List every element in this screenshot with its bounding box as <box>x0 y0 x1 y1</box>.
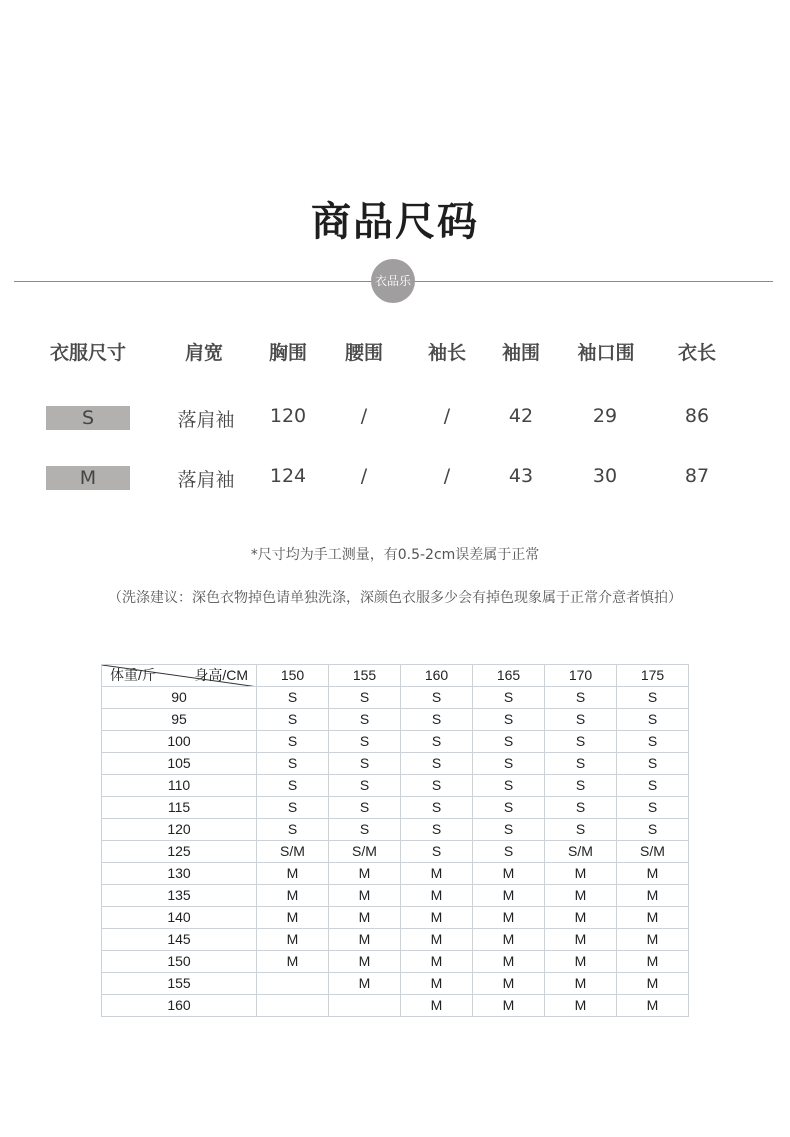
table-corner-cell <box>102 665 257 687</box>
height-axis-label: 身高/CM <box>194 667 248 683</box>
table-row <box>102 907 689 929</box>
size-cell: M <box>257 907 329 929</box>
height-header-cell: 150 <box>257 665 329 687</box>
size-cell: M <box>545 995 617 1017</box>
size-cell: S <box>329 709 401 731</box>
size-cell: S/M <box>545 841 617 863</box>
size-cell: M <box>473 907 545 929</box>
size-header-shoulder: 肩宽 <box>184 342 224 364</box>
height-header-cell: 155 <box>329 665 401 687</box>
size-cell: S <box>473 797 545 819</box>
table-row <box>102 775 689 797</box>
washing-note: （洗涤建议：深色衣物掉色请单独洗涤，深颜色衣服多少会有掉色现象属于正常介意者慎拍） <box>108 590 682 606</box>
size-cell: S <box>473 753 545 775</box>
table-row <box>102 731 689 753</box>
size-cell: S <box>617 709 689 731</box>
size-cell: S/M <box>257 841 329 863</box>
size-cell: M <box>401 995 473 1017</box>
size-cell: S <box>401 753 473 775</box>
size-cell: M <box>329 951 401 973</box>
size-cell: M <box>473 863 545 885</box>
size-header-sleeve-length: 袖长 <box>427 342 467 364</box>
size-cell: S <box>401 841 473 863</box>
size-header-waist: 腰围 <box>344 342 384 364</box>
weight-axis-label: 体重/斤 <box>110 667 156 683</box>
size-header-sleeve-width: 袖围 <box>501 342 541 364</box>
size-cell: S <box>545 797 617 819</box>
size-m-length: 87 <box>684 465 710 487</box>
size-cell: M <box>401 863 473 885</box>
size-cell: M <box>473 995 545 1017</box>
size-cell: S <box>473 775 545 797</box>
size-recommendation-table <box>101 664 689 1017</box>
size-cell <box>329 995 401 1017</box>
size-cell: M <box>257 885 329 907</box>
height-header-row <box>102 665 689 687</box>
size-header-size: 衣服尺寸 <box>49 342 127 364</box>
table-row <box>102 753 689 775</box>
size-cell: S <box>545 753 617 775</box>
table-row <box>102 951 689 973</box>
size-cell: S <box>329 687 401 709</box>
size-cell: S <box>329 819 401 841</box>
size-cell: S <box>257 775 329 797</box>
size-cell: M <box>617 863 689 885</box>
size-cell: S <box>401 687 473 709</box>
size-s-shoulder: 落肩袖 <box>177 409 235 431</box>
weight-cell: 155 <box>102 973 257 995</box>
size-cell: M <box>473 929 545 951</box>
size-cell: S <box>329 797 401 819</box>
weight-cell: 100 <box>102 731 257 753</box>
weight-cell: 150 <box>102 951 257 973</box>
weight-cell: 95 <box>102 709 257 731</box>
size-cell: M <box>401 885 473 907</box>
size-cell: M <box>329 885 401 907</box>
size-cell: M <box>329 929 401 951</box>
table-row <box>102 929 689 951</box>
size-cell: M <box>257 951 329 973</box>
size-cell: S <box>401 797 473 819</box>
size-cell: M <box>545 885 617 907</box>
size-m-cuff: 30 <box>592 465 618 487</box>
size-cell: S <box>617 687 689 709</box>
size-cell: S <box>617 731 689 753</box>
size-cell: M <box>545 951 617 973</box>
size-m-waist: / <box>360 465 368 487</box>
size-recommendation-body <box>102 665 689 1017</box>
size-cell: S <box>329 731 401 753</box>
size-cell: S <box>545 731 617 753</box>
size-cell: S <box>617 775 689 797</box>
weight-cell: 145 <box>102 929 257 951</box>
size-s-cuff: 29 <box>592 405 618 427</box>
size-m-chest: 124 <box>269 465 307 487</box>
size-cell: S <box>257 797 329 819</box>
size-badge-s: S <box>46 406 130 430</box>
size-cell: S <box>401 819 473 841</box>
size-cell: M <box>617 995 689 1017</box>
size-cell: S <box>257 709 329 731</box>
size-cell: M <box>617 907 689 929</box>
size-cell: M <box>401 973 473 995</box>
size-cell: S <box>473 819 545 841</box>
size-cell: M <box>473 951 545 973</box>
size-cell: S <box>545 819 617 841</box>
weight-cell: 120 <box>102 819 257 841</box>
size-m-sleeve-width: 43 <box>508 465 534 487</box>
size-s-sleeve-width: 42 <box>508 405 534 427</box>
table-row <box>102 709 689 731</box>
size-cell: S <box>617 753 689 775</box>
size-s-length: 86 <box>684 405 710 427</box>
table-row <box>102 797 689 819</box>
size-cell: S <box>617 797 689 819</box>
size-cell: S <box>473 731 545 753</box>
table-row <box>102 973 689 995</box>
page-title: 商品尺码 <box>311 199 479 245</box>
size-cell: M <box>329 907 401 929</box>
size-cell: M <box>545 929 617 951</box>
weight-cell: 140 <box>102 907 257 929</box>
height-header-cell: 175 <box>617 665 689 687</box>
table-row <box>102 841 689 863</box>
size-cell: S <box>257 731 329 753</box>
size-cell: S <box>545 687 617 709</box>
size-cell: S <box>401 775 473 797</box>
size-cell: M <box>545 863 617 885</box>
size-cell: S <box>617 819 689 841</box>
size-cell: M <box>617 951 689 973</box>
weight-cell: 125 <box>102 841 257 863</box>
size-cell: M <box>401 929 473 951</box>
size-s-waist: / <box>360 405 368 427</box>
size-cell: S <box>545 709 617 731</box>
size-s-sleeve-length: / <box>443 405 451 427</box>
weight-cell: 115 <box>102 797 257 819</box>
size-cell: S <box>257 687 329 709</box>
size-cell: M <box>257 863 329 885</box>
size-cell: S <box>329 753 401 775</box>
size-cell: M <box>401 951 473 973</box>
table-row <box>102 687 689 709</box>
size-header-chest: 胸围 <box>268 342 308 364</box>
size-cell: M <box>545 973 617 995</box>
weight-cell: 160 <box>102 995 257 1017</box>
size-cell: M <box>545 907 617 929</box>
measurement-note: *尺寸均为手工测量，有0.5-2cm误差属于正常 <box>250 547 540 563</box>
size-cell: M <box>329 863 401 885</box>
size-cell: S <box>545 775 617 797</box>
size-header-length: 衣长 <box>677 342 717 364</box>
weight-cell: 105 <box>102 753 257 775</box>
weight-cell: 90 <box>102 687 257 709</box>
size-cell: M <box>257 929 329 951</box>
size-cell <box>257 995 329 1017</box>
size-badge-m: M <box>46 466 130 490</box>
height-header-cell: 165 <box>473 665 545 687</box>
size-header-cuff: 袖口围 <box>577 342 635 364</box>
size-cell: M <box>617 885 689 907</box>
size-s-chest: 120 <box>269 405 307 427</box>
size-cell: M <box>473 973 545 995</box>
size-cell: S <box>473 709 545 731</box>
size-cell: M <box>473 885 545 907</box>
weight-cell: 130 <box>102 863 257 885</box>
size-cell: S <box>473 687 545 709</box>
size-cell: S <box>473 841 545 863</box>
size-cell: S/M <box>617 841 689 863</box>
weight-cell: 135 <box>102 885 257 907</box>
size-cell <box>257 973 329 995</box>
height-header-cell: 170 <box>545 665 617 687</box>
height-header-cell: 160 <box>401 665 473 687</box>
size-cell: S <box>257 753 329 775</box>
size-cell: S/M <box>329 841 401 863</box>
size-cell: S <box>401 731 473 753</box>
size-m-sleeve-length: / <box>443 465 451 487</box>
table-row <box>102 885 689 907</box>
size-cell: S <box>401 709 473 731</box>
size-cell: S <box>329 775 401 797</box>
weight-cell: 110 <box>102 775 257 797</box>
size-cell: S <box>257 819 329 841</box>
table-row <box>102 819 689 841</box>
size-cell: M <box>401 907 473 929</box>
table-row <box>102 863 689 885</box>
size-m-shoulder: 落肩袖 <box>177 469 235 491</box>
brand-badge: 衣品乐 <box>371 259 415 303</box>
table-row <box>102 995 689 1017</box>
size-cell: M <box>617 929 689 951</box>
size-cell: M <box>617 973 689 995</box>
size-cell: M <box>329 973 401 995</box>
